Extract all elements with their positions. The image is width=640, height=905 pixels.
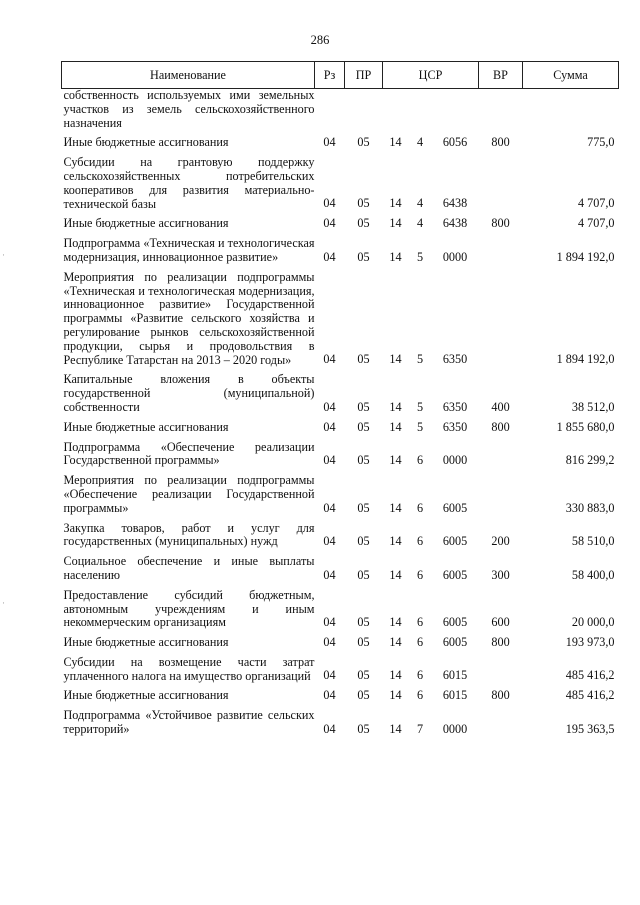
row-csr-part2: 5 — [416, 419, 424, 434]
table-row — [62, 585, 619, 632]
row-csr-part2: 6 — [416, 534, 424, 549]
row-rz: 04 — [323, 135, 336, 150]
row-vr — [479, 233, 523, 267]
row-sum: 20 000,0 — [571, 615, 615, 630]
table-row — [62, 267, 619, 370]
row-sum: 330 883,0 — [565, 500, 615, 515]
row-csr-part1: 14 — [389, 249, 402, 264]
row-pr: 05 — [357, 352, 370, 367]
row-csr-part3: 6350 — [442, 399, 468, 414]
row-rz: 04 — [323, 419, 336, 434]
row-vr: 800 — [491, 419, 510, 434]
row-sum: 1 894 192,0 — [556, 249, 615, 264]
row-csr-part3: 0000 — [442, 453, 468, 468]
row-rz: 04 — [323, 688, 336, 703]
row-name: Подпрограмма «Техническая и технологическая модернизация, инновационное развитие» — [63, 236, 315, 264]
row-pr: 05 — [357, 534, 370, 549]
row-pr: 05 — [357, 634, 370, 649]
row-rz: 04 — [323, 668, 336, 683]
row-sum: 195 363,5 — [565, 721, 615, 736]
row-name: Иные бюджетные ассигнования — [63, 216, 229, 231]
row-csr-part2: 5 — [416, 399, 424, 414]
header-name: Наименование — [62, 62, 315, 89]
table-row — [62, 705, 619, 739]
row-vr: 800 — [491, 688, 510, 703]
row-rz: 04 — [323, 216, 336, 231]
row-vr: 200 — [491, 534, 510, 549]
row-csr-part1: 14 — [389, 634, 402, 649]
row-csr-part3 — [432, 89, 479, 133]
row-rz: 04 — [323, 567, 336, 582]
row-rz: 04 — [323, 534, 336, 549]
row-vr — [479, 267, 523, 370]
table-row — [62, 152, 619, 213]
row-sum: 58 510,0 — [571, 534, 615, 549]
table-row — [62, 132, 619, 152]
row-csr-part1: 14 — [389, 534, 402, 549]
row-csr-part3: 0000 — [442, 249, 468, 264]
row-name: Субсидии на возмещение части затрат уплаченного налога на имущество организаций — [63, 654, 315, 683]
row-csr-part3: 6005 — [442, 567, 468, 582]
row-name: Социальное обеспечение и иные выплаты населению — [63, 554, 315, 582]
row-sum: 4 707,0 — [577, 216, 615, 231]
row-vr — [479, 470, 523, 517]
row-name: Подпрограмма «Обеспечение реализации Государственной программы» — [63, 439, 315, 468]
row-rz: 04 — [323, 249, 336, 264]
row-pr: 05 — [357, 500, 370, 515]
row-sum: 485 416,2 — [565, 688, 615, 703]
row-csr-part3: 6005 — [442, 615, 468, 630]
row-name: Мероприятия по реализации подпрограммы «Обеспечение реализации Государственной программы» — [63, 473, 315, 515]
page-number: 286 — [310, 33, 330, 47]
row-pr: 05 — [357, 453, 370, 468]
row-pr: 05 — [357, 249, 370, 264]
row-vr — [479, 652, 523, 686]
table-row — [62, 652, 619, 686]
row-name: Субсидии на грантовую поддержку сельскохозяйственных потребительских кооперативов для развития материально-технической базы — [63, 155, 315, 211]
row-csr-part1: 14 — [389, 500, 402, 515]
row-sum: 193 973,0 — [565, 634, 615, 649]
row-pr: 05 — [357, 721, 370, 736]
row-csr-part3: 6015 — [442, 688, 468, 703]
table-row — [62, 437, 619, 471]
row-csr-part1: 14 — [389, 615, 402, 630]
header-vr: ВР — [479, 62, 523, 89]
row-csr-part2: 5 — [416, 249, 424, 264]
table-row — [62, 518, 619, 552]
row-sum: 775,0 — [587, 135, 615, 150]
row-rz: 04 — [323, 615, 336, 630]
table-row — [62, 470, 619, 517]
row-name: собственность используемых ими земельных участков из земель сельскохозяйственного назначения — [63, 88, 315, 130]
table-row — [62, 369, 619, 416]
row-csr-part3: 6005 — [442, 634, 468, 649]
row-csr-part1: 14 — [389, 721, 402, 736]
row-csr-part2: 4 — [416, 196, 424, 211]
header-csr: ЦСР — [383, 62, 479, 89]
row-csr-part3: 6438 — [442, 196, 468, 211]
row-vr — [479, 705, 523, 739]
table-row — [62, 632, 619, 652]
row-csr-part1: 14 — [389, 196, 402, 211]
row-csr-part2: 6 — [416, 500, 424, 515]
row-csr-part2: 6 — [416, 668, 424, 683]
row-csr-part3: 6438 — [442, 216, 468, 231]
row-csr-part2 — [409, 89, 432, 133]
row-csr-part3: 6015 — [442, 668, 468, 683]
row-csr-part1: 14 — [389, 453, 402, 468]
row-rz: 04 — [323, 721, 336, 736]
row-rz: 04 — [323, 399, 336, 414]
table-row — [62, 685, 619, 705]
row-sum: 816 299,2 — [565, 453, 615, 468]
row-vr: 800 — [491, 634, 510, 649]
row-csr-part3: 6350 — [442, 419, 468, 434]
row-csr-part2: 5 — [416, 352, 424, 367]
table-row — [62, 233, 619, 267]
row-vr — [479, 89, 523, 133]
row-name: Закупка товаров, работ и услуг для государственных (муниципальных) нужд — [63, 520, 315, 549]
table-row — [62, 89, 619, 133]
row-csr-part1: 14 — [389, 688, 402, 703]
row-name: Капитальные вложения в объекты государственной (муниципальной) собственности — [63, 372, 315, 414]
row-vr: 400 — [491, 399, 510, 414]
row-sum: 1 894 192,0 — [556, 352, 615, 367]
row-csr-part1: 14 — [389, 419, 402, 434]
row-pr: 05 — [357, 135, 370, 150]
row-csr-part2: 7 — [416, 721, 424, 736]
row-csr-part2: 6 — [416, 688, 424, 703]
row-vr: 600 — [491, 615, 510, 630]
row-csr-part2: 4 — [416, 135, 424, 150]
row-pr: 05 — [357, 216, 370, 231]
row-csr-part1: 14 — [389, 216, 402, 231]
scan-mark: · — [2, 598, 5, 608]
row-csr-part1: 14 — [389, 567, 402, 582]
row-csr-part1 — [383, 89, 409, 133]
row-pr: 05 — [357, 419, 370, 434]
row-name: Иные бюджетные ассигнования — [63, 635, 229, 650]
row-name: Иные бюджетные ассигнования — [63, 688, 229, 703]
row-csr-part3: 6056 — [442, 135, 468, 150]
row-sum: 38 512,0 — [571, 399, 615, 414]
row-rz: 04 — [323, 196, 336, 211]
row-vr: 300 — [491, 567, 510, 582]
row-csr-part1: 14 — [389, 352, 402, 367]
row-name: Подпрограмма «Устойчивое развитие сельских территорий» — [63, 708, 315, 737]
row-vr: 800 — [491, 216, 510, 231]
row-pr: 05 — [357, 567, 370, 582]
row-pr: 05 — [357, 615, 370, 630]
table-header-row — [62, 62, 619, 89]
table-row — [62, 213, 619, 233]
row-csr-part3: 6350 — [442, 352, 468, 367]
scan-mark: · — [2, 250, 5, 260]
row-csr-part3: 0000 — [442, 721, 468, 736]
row-name: Иные бюджетные ассигнования — [63, 135, 229, 150]
row-rz: 04 — [323, 352, 336, 367]
row-pr: 05 — [357, 196, 370, 211]
header-sum: Сумма — [523, 62, 619, 89]
row-csr-part3: 6005 — [442, 500, 468, 515]
row-sum: 4 707,0 — [577, 196, 615, 211]
row-pr: 05 — [357, 399, 370, 414]
row-csr-part1: 14 — [389, 135, 402, 150]
row-pr: 05 — [357, 668, 370, 683]
row-pr — [345, 89, 383, 133]
budget-table — [61, 61, 619, 739]
row-sum: 58 400,0 — [571, 567, 615, 582]
row-csr-part3: 6005 — [442, 534, 468, 549]
header-rz: Рз — [315, 62, 345, 89]
row-csr-part2: 6 — [416, 634, 424, 649]
row-rz: 04 — [323, 634, 336, 649]
row-name: Предоставление субсидий бюджетным, автономным учреждениям и иным некоммерческим организациям — [63, 587, 315, 630]
row-name: Мероприятия по реализации подпрограммы «Техническая и технологическая модернизация, инновационное развитие» Государственной программы «Развитие сельского хозяйства и регулирование рынков сельскохозяйственной продукции, сырья и продовольствия в Республике Татарстан на 2013 – 2020 годы» — [63, 269, 315, 367]
row-vr: 800 — [491, 135, 510, 150]
row-csr-part2: 6 — [416, 615, 424, 630]
row-vr — [479, 437, 523, 471]
row-sum: 485 416,2 — [565, 668, 615, 683]
row-sum: 1 855 680,0 — [556, 419, 615, 434]
row-name: Иные бюджетные ассигнования — [63, 419, 229, 434]
row-pr: 05 — [357, 688, 370, 703]
row-rz: 04 — [323, 453, 336, 468]
row-rz: 04 — [323, 500, 336, 515]
table-body — [62, 89, 619, 739]
row-csr-part2: 6 — [416, 453, 424, 468]
row-csr-part1: 14 — [389, 668, 402, 683]
row-sum — [523, 89, 619, 133]
row-csr-part2: 6 — [416, 567, 424, 582]
table-row — [62, 417, 619, 437]
row-rz — [315, 89, 345, 133]
header-pr: ПР — [345, 62, 383, 89]
row-vr — [479, 152, 523, 213]
table-row — [62, 551, 619, 585]
row-csr-part2: 4 — [416, 216, 424, 231]
row-csr-part1: 14 — [389, 399, 402, 414]
